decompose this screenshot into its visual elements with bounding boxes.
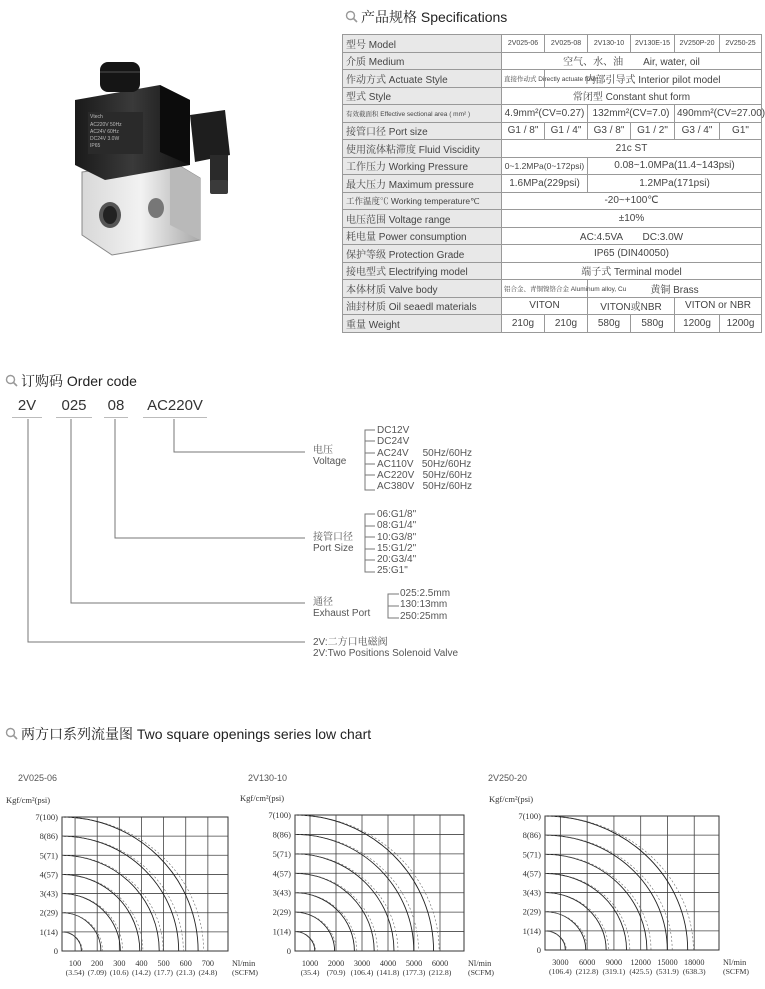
svg-text:Vtech: Vtech (90, 114, 103, 120)
x-tick-label: 5000 (405, 959, 423, 968)
code-voltage: AC220V (143, 397, 207, 418)
x-tick-label: 600 (179, 959, 192, 968)
spec-row (343, 87, 762, 105)
spec-value: 580g (631, 315, 675, 333)
chart-name-2v250: 2V250-20 (488, 773, 528, 783)
x-axis-unit-scfm: (SCFM) (468, 968, 494, 977)
spec-row (343, 52, 762, 70)
x-tick-label-scfm: (106.4) (350, 968, 374, 977)
spec-value: 490mm²(CV=27.00) (675, 105, 762, 123)
spec-value: 2V130E-15 (631, 35, 675, 53)
flow-chart-2v250 (482, 793, 765, 989)
spec-label: 最大压力 Maximum pressure (343, 175, 502, 193)
flow-chart-2v025 (0, 790, 258, 989)
spec-row (343, 70, 762, 88)
spec-row (343, 122, 762, 140)
spec-row (343, 175, 762, 193)
spec-section-title (345, 7, 507, 27)
spec-label: 型号 Model (343, 35, 502, 53)
spec-row (343, 157, 762, 175)
spec-value: IP65 (DIN40050) (502, 245, 762, 263)
spec-value: 21c ST (502, 140, 762, 158)
port-size-label-cn: 接管口径 (313, 532, 353, 543)
x-axis-unit: Nl/min (232, 959, 256, 968)
spec-value: 2V250-25 (720, 35, 762, 53)
x-tick-label-scfm: (24.8) (198, 968, 218, 977)
code-port: 08 (104, 397, 128, 418)
y-tick-label: 1(14) (272, 926, 291, 937)
spec-value: VITON (502, 297, 588, 315)
y-tick-label: 3(43) (272, 887, 291, 898)
spec-value: G1 / 8" (502, 122, 545, 140)
spec-label: 耗电量 Power consumption (343, 227, 502, 245)
spec-value: 132mm²(CV=7.0) (588, 105, 675, 123)
y-tick-label: 3(43) (39, 888, 58, 899)
y-tick-label: 4(57) (272, 868, 291, 879)
flow-curve (295, 932, 315, 951)
x-tick-label-scfm: (638.3) (682, 967, 706, 976)
x-tick-label-scfm: (3.54) (65, 968, 85, 977)
spec-value: G1" (720, 122, 762, 140)
chart-name-2v130: 2V130-10 (248, 773, 288, 783)
x-tick-label-scfm: (531.9) (656, 967, 679, 976)
spec-value: 0~1.2MPa(0~172psi) (502, 157, 588, 175)
search-magnifier-icon (5, 727, 18, 740)
order-section-title (5, 371, 137, 391)
exhaust-port-options: 025:2.5mm 130:13mm 250:25mm (400, 588, 451, 622)
x-tick-label-scfm: (7.09) (87, 968, 107, 977)
spec-row (343, 210, 762, 228)
plot-frame (545, 816, 719, 950)
code-series: 2V (12, 397, 42, 418)
spec-value: 1.6MPa(229psi) (502, 175, 588, 193)
order-title-text: 订购码 Order code (21, 373, 137, 389)
svg-text:AC24V 60Hz: AC24V 60Hz (90, 129, 119, 135)
spec-row (343, 227, 762, 245)
x-tick-label-scfm: (177.3) (402, 968, 426, 977)
flow-curve-dashed (545, 816, 693, 950)
spec-value: 0.08~1.0MPa(11.4~143psi) (588, 157, 762, 175)
spec-value: 内部引导式 Interior pilot model (545, 70, 762, 88)
flow-curve (62, 817, 198, 951)
series-label-cn: 2V:二方口电磁阀 (313, 637, 388, 648)
y-axis-unit: Kgf/cm²(psi) (489, 794, 534, 804)
y-tick-label: 7(100) (268, 810, 291, 820)
y-axis-unit: Kgf/cm²(psi) (6, 795, 51, 805)
x-tick-label-scfm: (319.1) (602, 967, 626, 976)
x-tick-label: 12000 (630, 958, 651, 967)
x-tick-label: 200 (91, 959, 104, 968)
x-tick-label-scfm: (17.7) (154, 968, 174, 977)
spec-label: 有效截面积 Effective sectional area ( mm² ) (343, 105, 502, 123)
spec-value: 铝合金、青铜镍铬合金 Aluminum alloy, Cu (502, 280, 588, 298)
y-tick-label: 5(71) (522, 849, 541, 860)
spec-value: 580g (588, 315, 631, 333)
flow-curve (62, 932, 81, 951)
search-magnifier-icon (345, 10, 358, 23)
spec-value: 2V025-06 (502, 35, 545, 53)
spec-row (343, 297, 762, 315)
spec-label: 保护等级 Protection Grade (343, 245, 502, 263)
spec-row (343, 280, 762, 298)
y-tick-label: 3(43) (522, 887, 541, 898)
spec-row (343, 140, 762, 158)
spec-value: 4.9mm²(CV=0.27) (502, 105, 588, 123)
y-tick-label: 8(86) (522, 830, 541, 841)
flow-curve (545, 931, 565, 950)
x-tick-label: 1000 (301, 959, 319, 968)
flow-curve-dashed (295, 815, 439, 951)
x-tick-label-scfm: (21.3) (176, 968, 196, 977)
y-tick-label: 4(57) (522, 868, 541, 879)
x-axis-unit: Nl/min (468, 959, 492, 968)
x-tick-label-scfm: (212.8) (428, 968, 452, 977)
spec-title-text: 产品规格 Specifications (361, 9, 508, 25)
x-tick-label-scfm: (10.6) (109, 968, 129, 977)
solenoid-valve-image (60, 60, 250, 260)
search-magnifier-icon (5, 374, 18, 387)
spec-value: 1200g (720, 315, 762, 333)
chart-name-2v025: 2V025-06 (18, 773, 58, 783)
y-tick-label: 1(14) (522, 925, 541, 936)
flow-curve (545, 816, 688, 950)
svg-text:AC220V 50Hz: AC220V 50Hz (90, 122, 122, 128)
x-axis-unit-scfm: (SCFM) (723, 967, 749, 976)
spec-value: VITON或NBR (588, 297, 675, 315)
voltage-label (313, 445, 346, 467)
x-tick-label-scfm: (35.4) (300, 968, 320, 977)
spec-label: 油封材质 Oil seaedl materials (343, 297, 502, 315)
flow-curve (295, 893, 354, 951)
spec-label: 介质 Medium (343, 52, 502, 70)
y-tick-label: 2(29) (272, 907, 291, 918)
port-size-label (313, 532, 354, 554)
x-tick-label: 6000 (431, 959, 449, 968)
spec-value: 2V250P-20 (675, 35, 720, 53)
y-tick-label: 0 (286, 946, 291, 956)
spec-value: G1 / 2" (631, 122, 675, 140)
spec-value: G3 / 8" (588, 122, 631, 140)
y-tick-label: 0 (536, 945, 541, 955)
spec-value: 直接作动式 Directly actuate form (502, 70, 545, 88)
x-tick-label: 100 (68, 959, 82, 968)
port-size-label-en: Port Size (313, 543, 354, 554)
spec-row (343, 35, 762, 53)
spec-label: 电压范围 Voltage range (343, 210, 502, 228)
x-tick-label: 300 (113, 959, 126, 968)
spec-value: G1 / 4" (545, 122, 588, 140)
flow-section-title (5, 724, 371, 744)
y-axis-unit: Kgf/cm²(psi) (240, 793, 285, 803)
spec-value: 1200g (675, 315, 720, 333)
x-tick-label: 15000 (657, 958, 678, 967)
chart-body (240, 793, 494, 977)
series-label-en: 2V:Two Positions Solenoid Valve (313, 648, 459, 659)
x-tick-label: 9000 (605, 958, 623, 967)
spec-value: AC:4.5VA DC:3.0W (502, 227, 762, 245)
code-exhaust: 025 (56, 397, 92, 418)
y-tick-label: 2(29) (39, 907, 58, 918)
svg-text:IP65: IP65 (90, 143, 101, 149)
x-axis-unit: Nl/min (723, 958, 747, 967)
y-tick-label: 1(14) (39, 926, 58, 937)
x-tick-label-scfm: (141.8) (376, 968, 400, 977)
y-tick-label: 4(57) (39, 869, 58, 880)
flow-title-text: 两方口系列流量图 Two square openings series low chart (21, 726, 372, 742)
y-tick-label: 7(100) (518, 811, 541, 821)
x-tick-label: 700 (201, 959, 215, 968)
spec-label: 使用流体粘滞度 Fluid Viscidity (343, 140, 502, 158)
spec-label: 接管口径 Port size (343, 122, 502, 140)
spec-value: ±10% (502, 210, 762, 228)
x-tick-label: 2000 (327, 959, 345, 968)
spec-row (343, 105, 762, 123)
x-tick-label: 18000 (683, 958, 705, 967)
y-tick-label: 8(86) (272, 829, 291, 840)
series-label (313, 637, 458, 659)
spec-row (343, 192, 762, 210)
voltage-label-en: Voltage (313, 456, 347, 467)
plot-frame (295, 815, 464, 951)
x-tick-label: 3000 (552, 958, 569, 967)
spec-label: 工作温度℃ Working temperature℃ (343, 192, 502, 210)
exhaust-port-label (313, 597, 370, 619)
flow-curve (62, 894, 120, 951)
spec-value: 2V130-10 (588, 35, 631, 53)
spec-value: 常闭型 Constant shut form (502, 87, 762, 105)
x-tick-label-scfm: (425.5) (629, 967, 653, 976)
x-tick-label: 3000 (353, 959, 371, 968)
spec-value: 1.2MPa(171psi) (588, 175, 762, 193)
x-tick-label: 500 (157, 959, 170, 968)
y-tick-label: 5(71) (39, 850, 58, 861)
y-tick-label: 2(29) (522, 906, 541, 917)
flow-chart-2v130 (232, 790, 494, 989)
x-tick-label: 6000 (578, 958, 596, 967)
spec-value: 2V025-08 (545, 35, 588, 53)
spec-table (342, 34, 765, 333)
spec-label: 作动方式 Actuate Style (343, 70, 502, 88)
spec-row (343, 315, 762, 333)
spec-label: 工作压力 Working Pressure (343, 157, 502, 175)
exhaust-port-label-cn: 通径 (313, 597, 333, 608)
spec-value: -20~+100℃ (502, 192, 762, 210)
spec-value: 端子式 Terminal model (502, 262, 762, 280)
flow-curve (295, 815, 434, 951)
x-axis-unit-scfm: (SCFM) (232, 968, 258, 977)
spec-value: G3 / 4" (675, 122, 720, 140)
spec-row (343, 245, 762, 263)
spec-label: 本体材质 Valve body (343, 280, 502, 298)
x-tick-label-scfm: (70.9) (326, 968, 346, 977)
plot-frame (62, 817, 228, 951)
flow-curve-dashed (62, 817, 204, 951)
spec-label: 重量 Weight (343, 315, 502, 333)
flow-curve (545, 893, 606, 950)
voltage-label-cn: 电压 (313, 445, 333, 456)
y-tick-label: 7(100) (35, 812, 58, 822)
svg-text:DC24V 3.0W: DC24V 3.0W (90, 136, 120, 142)
x-tick-label-scfm: (212.8) (575, 967, 599, 976)
spec-value: 210g (545, 315, 588, 333)
chart-body (6, 795, 258, 977)
voltage-options: DC12V DC24V AC24V 50Hz/60Hz AC110V 50Hz/60Hz AC220V 50Hz/60Hz AC380V 50Hz/60Hz (377, 425, 473, 493)
spec-row (343, 262, 762, 280)
spec-value: 黄铜 Brass (588, 280, 762, 298)
x-tick-label-scfm: (14.2) (132, 968, 151, 977)
x-tick-label: 400 (135, 959, 148, 968)
spec-value: 210g (502, 315, 545, 333)
port-size-options: 06:G1/8" 08:G1/4" 10:G3/8" 15:G1/2" 20:G3/4" 25:G1" (377, 509, 417, 577)
x-tick-label-scfm: (106.4) (549, 967, 572, 976)
spec-label: 型式 Style (343, 87, 502, 105)
spec-value: VITON or NBR (675, 297, 762, 315)
y-tick-label: 5(71) (272, 848, 291, 859)
spec-value: 空气、水、油 Air, water, oil (502, 52, 762, 70)
spec-label: 接电型式 Electrifying model (343, 262, 502, 280)
y-tick-label: 8(86) (39, 831, 58, 842)
y-tick-label: 0 (53, 946, 58, 956)
x-tick-label: 4000 (379, 959, 397, 968)
chart-body (489, 794, 749, 976)
exhaust-port-label-en: Exhaust Port (313, 608, 371, 619)
